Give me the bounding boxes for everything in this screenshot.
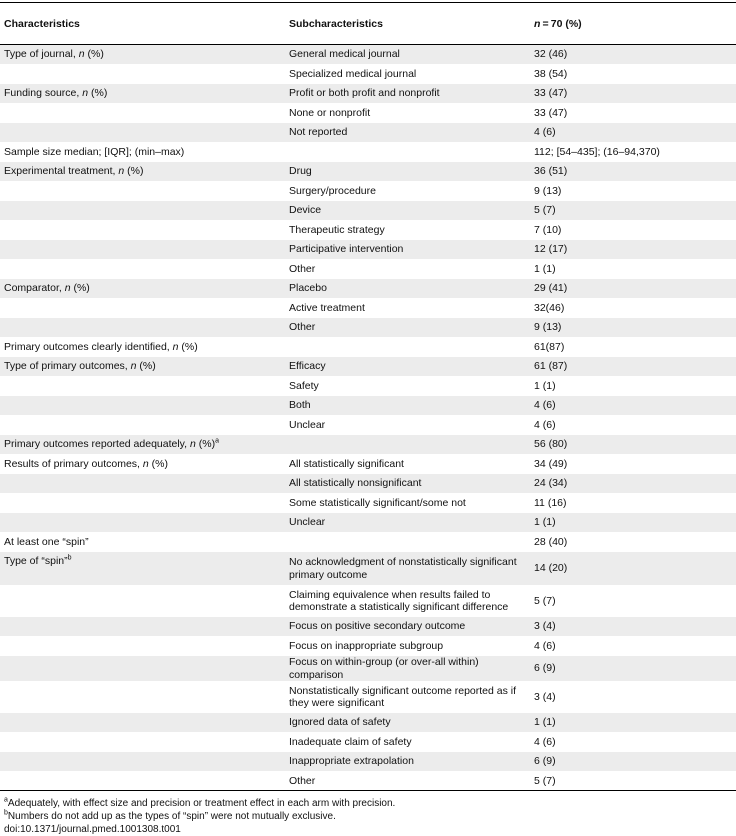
count-cell: 32 (46) xyxy=(530,45,736,65)
subcharacteristic-cell: Nonstatistically significant outcome reported as if they were significant xyxy=(289,684,517,709)
subcharacteristic-cell: Profit or both profit and nonprofit xyxy=(285,84,530,104)
count-cell: 14 (20) xyxy=(530,552,736,586)
characteristic-n-italic: n xyxy=(118,165,125,177)
characteristic-label: Experimental treatment, xyxy=(4,165,119,177)
characteristic-cell xyxy=(0,454,285,474)
table-row xyxy=(0,142,736,162)
header-n-count: = 70 (%) xyxy=(540,17,582,30)
table-row xyxy=(0,752,736,772)
characteristic-suffix: (%) xyxy=(124,165,144,177)
characteristic-suffix: (%) xyxy=(84,48,104,60)
table-row xyxy=(0,656,736,682)
table-row xyxy=(0,376,736,396)
characteristic-cell xyxy=(0,493,285,513)
table-row xyxy=(0,123,736,143)
count-cell: 4 (6) xyxy=(530,396,736,416)
characteristic-n-italic: n xyxy=(78,48,85,60)
count-cell: 1 (1) xyxy=(534,262,556,275)
table-row xyxy=(0,713,736,733)
count-cell: 56 (80) xyxy=(530,435,736,455)
subcharacteristic-cell: Efficacy xyxy=(285,357,530,377)
count-cell: 5 (7) xyxy=(534,594,556,607)
subcharacteristic-cell: Therapeutic strategy xyxy=(289,223,385,236)
characteristic-cell xyxy=(0,617,285,637)
footnote-marker: b xyxy=(67,554,72,562)
subcharacteristic-cell: Not reported xyxy=(285,123,530,143)
header-subcharacteristics: Subcharacteristics xyxy=(285,3,530,45)
subcharacteristic-cell: Placebo xyxy=(285,279,530,299)
characteristic-cell xyxy=(0,396,285,416)
characteristic-cell xyxy=(0,337,285,357)
table-row xyxy=(0,636,736,656)
characteristic-cell xyxy=(0,636,285,656)
count-cell: 29 (41) xyxy=(530,279,736,299)
footnote-marker: a xyxy=(215,437,219,445)
characteristic-label: Sample size median; [IQR]; (min–max) xyxy=(4,145,185,158)
characteristic-suffix: (%) xyxy=(70,282,90,294)
characteristic-cell xyxy=(0,532,285,552)
subcharacteristic-cell: Ignored data of safety xyxy=(285,713,530,733)
characteristic-cell xyxy=(0,45,285,65)
subcharacteristic-cell: Participative intervention xyxy=(285,240,530,260)
table-row xyxy=(0,474,736,494)
characteristic-n-italic: n xyxy=(142,457,149,470)
count-cell: 4 (6) xyxy=(534,639,556,652)
characteristic-cell xyxy=(0,713,285,733)
table-row xyxy=(0,682,736,713)
subcharacteristic-cell xyxy=(285,435,530,455)
table-row xyxy=(0,298,736,318)
count-cell: 38 (54) xyxy=(534,67,568,80)
count-cell: 61(87) xyxy=(534,340,565,353)
count-cell: 33 (47) xyxy=(534,106,568,119)
count-cell: 24 (34) xyxy=(530,474,736,494)
subcharacteristic-cell: Focus on within-group (or over-all within) comparison xyxy=(285,656,530,682)
characteristic-cell xyxy=(0,162,285,182)
characteristic-cell xyxy=(0,732,285,752)
characteristic-cell xyxy=(0,279,285,299)
characteristic-label: Type of primary outcomes, xyxy=(4,360,131,372)
characteristic-cell xyxy=(0,84,285,104)
characteristic-label: Funding source, xyxy=(4,87,83,99)
characteristic-label: Type of journal, xyxy=(4,48,79,60)
header-n-italic: n xyxy=(534,17,541,30)
subcharacteristic-cell: Drug xyxy=(285,162,530,182)
characteristic-cell xyxy=(0,513,285,533)
characteristic-cell xyxy=(0,240,285,260)
footnote-b-text: Numbers do not add up as the types of “spin” were not mutually exclusive. xyxy=(7,811,336,822)
table-row xyxy=(0,513,736,533)
subcharacteristic-cell: Safety xyxy=(289,379,319,392)
footnote-a xyxy=(4,797,732,810)
table-row xyxy=(0,435,736,455)
count-cell: 33 (47) xyxy=(530,84,736,104)
characteristic-cell xyxy=(0,318,285,338)
subcharacteristic-cell: Some statistically significant/some not xyxy=(289,496,466,509)
characteristic-cell xyxy=(0,123,285,143)
table-row xyxy=(0,240,736,260)
characteristics-table xyxy=(0,3,736,791)
table-row xyxy=(0,181,736,201)
table-row xyxy=(0,45,736,65)
footnote-a-text: Adequately, with effect size and precision or treatment effect in each arm with precision. xyxy=(7,798,396,809)
count-cell: 32(46) xyxy=(534,301,565,314)
count-cell: 9 (13) xyxy=(530,318,736,338)
subcharacteristic-cell: Other xyxy=(285,771,530,791)
characteristic-label: Primary outcomes reported adequately, xyxy=(4,438,190,450)
footnote-b-mark: b xyxy=(4,809,8,817)
table-row xyxy=(0,552,736,586)
table-figure xyxy=(0,2,736,836)
header-characteristics: Characteristics xyxy=(0,3,285,45)
characteristic-cell xyxy=(0,586,285,617)
table-row xyxy=(0,357,736,377)
header-row xyxy=(0,3,736,45)
subcharacteristic-cell: General medical journal xyxy=(285,45,530,65)
characteristic-cell xyxy=(0,103,285,123)
characteristic-label: Type of “spin” xyxy=(4,555,68,567)
subcharacteristic-cell: Other xyxy=(285,318,530,338)
characteristic-suffix: (%) xyxy=(148,457,168,470)
count-cell: 5 (7) xyxy=(530,201,736,221)
count-cell: 4 (6) xyxy=(534,418,556,431)
subcharacteristic-cell xyxy=(285,337,530,357)
table-row xyxy=(0,532,736,552)
subcharacteristic-cell: None or nonprofit xyxy=(289,106,371,119)
subcharacteristic-cell: Unclear xyxy=(285,513,530,533)
characteristic-n-italic: n xyxy=(82,87,89,99)
table-row xyxy=(0,84,736,104)
subcharacteristic-cell: Inadequate claim of safety xyxy=(289,735,412,748)
count-cell: 5 (7) xyxy=(530,771,736,791)
table-row xyxy=(0,201,736,221)
count-cell: 12 (17) xyxy=(530,240,736,260)
count-cell: 1 (1) xyxy=(530,513,736,533)
characteristic-cell xyxy=(0,771,285,791)
characteristic-cell xyxy=(0,220,285,240)
subcharacteristic-cell: Both xyxy=(285,396,530,416)
count-cell: 3 (4) xyxy=(534,690,556,703)
table-row xyxy=(0,493,736,513)
table-row xyxy=(0,586,736,617)
subcharacteristic-cell xyxy=(285,142,530,162)
table-row xyxy=(0,103,736,123)
characteristic-n-italic: n xyxy=(130,360,137,372)
table-row xyxy=(0,259,736,279)
characteristic-cell xyxy=(0,435,285,455)
count-cell: 1 (1) xyxy=(534,379,556,392)
characteristic-cell xyxy=(0,298,285,318)
table-row xyxy=(0,64,736,84)
subcharacteristic-cell: Surgery/procedure xyxy=(289,184,376,197)
table-row xyxy=(0,732,736,752)
characteristic-cell xyxy=(0,656,285,682)
table-row xyxy=(0,337,736,357)
table-row xyxy=(0,396,736,416)
subcharacteristic-cell: Unclear xyxy=(289,418,326,431)
characteristic-cell xyxy=(0,142,285,162)
characteristic-suffix: (%) xyxy=(136,360,156,372)
count-cell: 7 (10) xyxy=(534,223,562,236)
characteristic-cell xyxy=(0,357,285,377)
subcharacteristic-cell: Claiming equivalence when results failed to demonstrate a statistically significant difference xyxy=(289,588,509,613)
subcharacteristic-cell: Active treatment xyxy=(289,301,365,314)
count-cell: 11 (16) xyxy=(534,496,567,509)
characteristic-cell xyxy=(0,682,285,713)
count-cell: 9 (13) xyxy=(534,184,562,197)
count-cell: 112; [54–435]; (16–94,370) xyxy=(534,145,660,158)
count-cell: 28 (40) xyxy=(534,535,568,548)
characteristic-suffix: (%) xyxy=(178,340,198,353)
subcharacteristic-cell: Device xyxy=(285,201,530,221)
characteristic-n-italic: n xyxy=(64,282,71,294)
count-cell: 4 (6) xyxy=(534,735,556,748)
characteristic-cell xyxy=(0,474,285,494)
characteristic-cell xyxy=(0,752,285,772)
characteristic-cell xyxy=(0,415,285,435)
characteristic-cell xyxy=(0,181,285,201)
subcharacteristic-cell: Inappropriate extrapolation xyxy=(285,752,530,772)
table-row xyxy=(0,279,736,299)
table-row xyxy=(0,220,736,240)
characteristic-label: Primary outcomes clearly identified, xyxy=(4,340,173,353)
characteristic-label: At least one “spin” xyxy=(4,535,89,548)
characteristic-suffix: (%) xyxy=(88,87,108,99)
count-cell: 1 (1) xyxy=(530,713,736,733)
subcharacteristic-cell: Other xyxy=(289,262,316,275)
characteristic-n-italic: n xyxy=(172,340,179,353)
table-row xyxy=(0,162,736,182)
characteristic-cell xyxy=(0,64,285,84)
characteristic-label: Results of primary outcomes, xyxy=(4,457,143,470)
subcharacteristic-cell: All statistically significant xyxy=(289,457,404,470)
table-row xyxy=(0,318,736,338)
table-body xyxy=(0,45,736,791)
table-row xyxy=(0,617,736,637)
characteristic-cell xyxy=(0,201,285,221)
table-row xyxy=(0,415,736,435)
count-cell: 61 (87) xyxy=(530,357,736,377)
footnotes xyxy=(0,791,736,836)
subcharacteristic-cell: Focus on inappropriate subgroup xyxy=(289,639,444,652)
characteristic-cell xyxy=(0,376,285,396)
count-cell: 36 (51) xyxy=(530,162,736,182)
count-cell: 4 (6) xyxy=(530,123,736,143)
count-cell: 34 (49) xyxy=(534,457,568,470)
characteristic-suffix: (%) xyxy=(195,438,216,450)
footnote-a-mark: a xyxy=(4,796,8,804)
subcharacteristic-cell: Focus on positive secondary outcome xyxy=(285,617,530,637)
footnote-b xyxy=(4,810,732,823)
subcharacteristic-cell: Specialized medical journal xyxy=(289,67,417,80)
count-cell: 3 (4) xyxy=(530,617,736,637)
subcharacteristic-cell xyxy=(285,532,530,552)
subcharacteristic-cell: No acknowledgment of nonstatistically significant primary outcome xyxy=(285,552,530,586)
subcharacteristic-cell: All statistically nonsignificant xyxy=(285,474,530,494)
table-row xyxy=(0,771,736,791)
doi-label: doi:10.1371/journal.pmed.1001308.t001 xyxy=(4,824,181,835)
table-row xyxy=(0,454,736,474)
characteristic-label: Comparator, xyxy=(4,282,65,294)
header-n xyxy=(530,3,736,45)
characteristic-n-italic: n xyxy=(189,438,196,450)
count-cell: 6 (9) xyxy=(530,656,736,682)
characteristic-cell xyxy=(0,552,285,586)
count-cell: 6 (9) xyxy=(530,752,736,772)
characteristic-cell xyxy=(0,259,285,279)
